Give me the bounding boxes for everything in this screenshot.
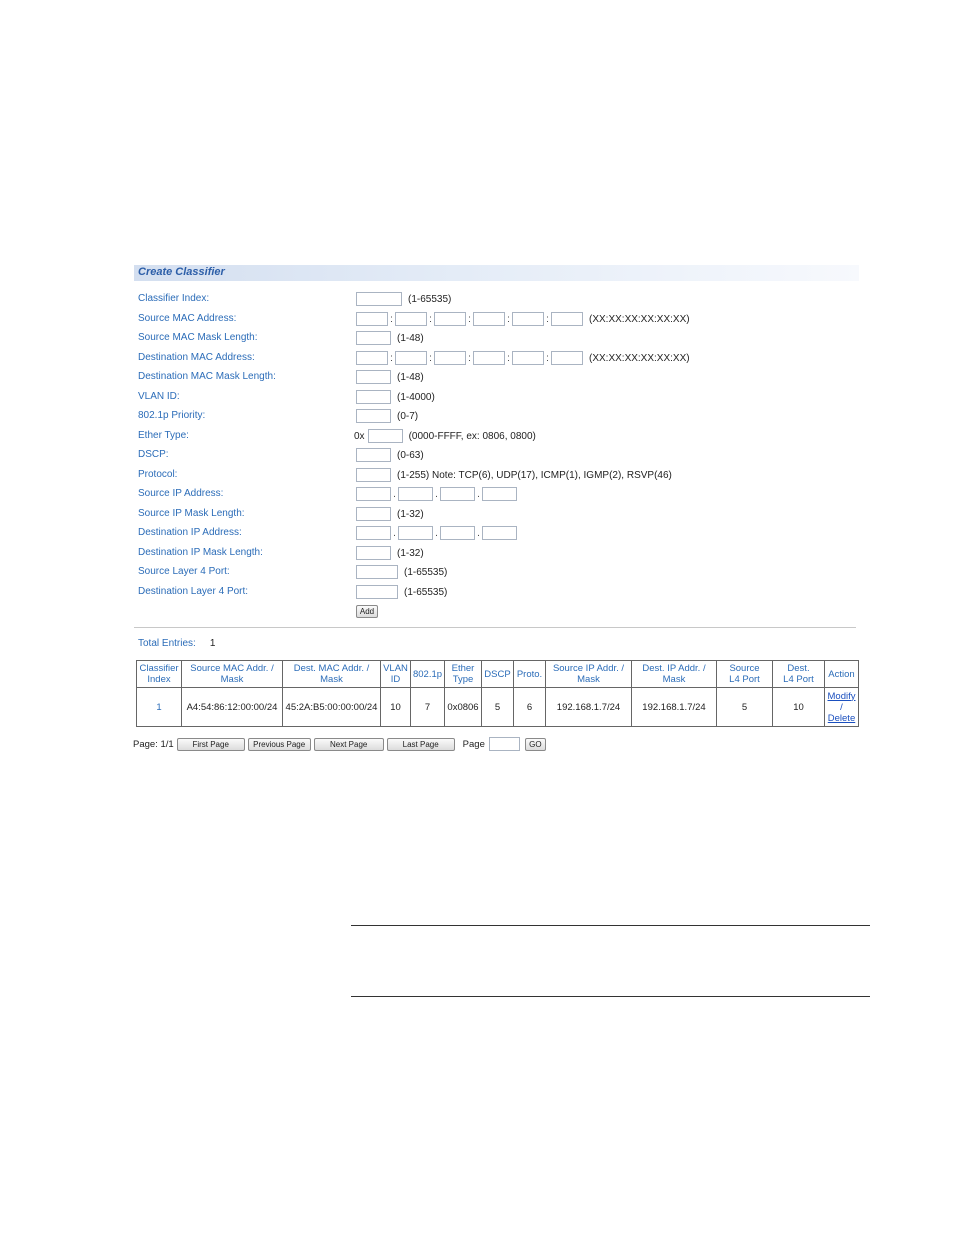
- source-mac-octet-6[interactable]: [551, 312, 583, 326]
- ether-type-row: [138, 428, 858, 444]
- dest-mac-octet-6[interactable]: [551, 351, 583, 365]
- source-l4-port-label: Source Layer 4 Port:: [138, 566, 230, 577]
- dest-l4-port-hint: (1-65535): [404, 586, 448, 598]
- col-dest-l4-port: Dest. L4 Port: [773, 661, 825, 688]
- source-mac-mask-input[interactable]: [356, 331, 391, 345]
- dest-mac-octet-2[interactable]: [395, 351, 427, 365]
- ether-type-prefix: 0x: [354, 430, 365, 442]
- dest-mac-octet-3[interactable]: [434, 351, 466, 365]
- source-ip-octet-1[interactable]: [356, 487, 391, 501]
- classifier-index-hint: (1-65535): [408, 293, 452, 305]
- mac-separator: :: [390, 313, 393, 325]
- total-entries-label: Total Entries:: [138, 638, 196, 649]
- dest-ip-octet-3[interactable]: [440, 526, 475, 540]
- dest-mac-mask-row: [138, 369, 858, 385]
- ether-type-input[interactable]: [368, 429, 403, 443]
- vlan-id-input[interactable]: [356, 390, 391, 404]
- last-page-button[interactable]: Last Page: [387, 738, 455, 751]
- page-number-input[interactable]: [489, 737, 520, 751]
- cell-dest-l4: 10: [773, 688, 825, 727]
- cell-dest-mac: 45:2A:B5:00:00:00/24: [283, 688, 381, 727]
- dest-mac-row: [138, 350, 858, 366]
- divider: [134, 627, 856, 628]
- mac-separator: :: [429, 313, 432, 325]
- source-ip-mask-label: Source IP Mask Length:: [138, 508, 245, 519]
- cell-proto: 6: [514, 688, 546, 727]
- source-l4-port-input[interactable]: [356, 565, 398, 579]
- source-ip-mask-row: [138, 506, 858, 522]
- col-dest-ip: Dest. IP Addr. / Mask: [632, 661, 717, 688]
- mac-separator: :: [468, 352, 471, 364]
- col-dest-mac: Dest. MAC Addr. / Mask: [283, 661, 381, 688]
- dscp-hint: (0-63): [397, 449, 424, 461]
- mac-separator: :: [507, 313, 510, 325]
- mac-separator: :: [468, 313, 471, 325]
- col-vlan-id: VLAN ID: [381, 661, 411, 688]
- total-entries: [138, 638, 215, 649]
- source-mac-octet-3[interactable]: [434, 312, 466, 326]
- dscp-input[interactable]: [356, 448, 391, 462]
- col-proto: Proto.: [514, 661, 546, 688]
- dest-l4-port-input[interactable]: [356, 585, 398, 599]
- col-source-ip: Source IP Addr. / Mask: [546, 661, 632, 688]
- cell-source-l4: 5: [717, 688, 773, 727]
- dest-mac-octet-4[interactable]: [473, 351, 505, 365]
- section-title: Create Classifier: [138, 266, 225, 278]
- source-ip-mask-input[interactable]: [356, 507, 391, 521]
- priority-input[interactable]: [356, 409, 391, 423]
- dest-mac-mask-hint: (1-48): [397, 371, 424, 383]
- col-source-l4-port: Source L4 Port: [717, 661, 773, 688]
- ip-separator: .: [435, 488, 438, 500]
- ip-separator: .: [393, 527, 396, 539]
- dest-mac-mask-label: Destination MAC Mask Length:: [138, 371, 276, 382]
- cell-ether-type: 0x0806: [445, 688, 482, 727]
- mac-separator: :: [546, 313, 549, 325]
- cell-source-ip: 192.168.1.7/24: [546, 688, 632, 727]
- source-mac-octet-2[interactable]: [395, 312, 427, 326]
- mac-separator: :: [546, 352, 549, 364]
- dest-mac-hint: (XX:XX:XX:XX:XX:XX): [589, 352, 690, 364]
- dest-ip-mask-label: Destination IP Mask Length:: [138, 547, 263, 558]
- table-row: [137, 688, 859, 727]
- cell-dscp: 5: [482, 688, 514, 727]
- ip-separator: .: [435, 527, 438, 539]
- vlan-id-row: [138, 389, 858, 405]
- classifier-index-row: [138, 291, 858, 307]
- go-button[interactable]: GO: [525, 738, 546, 751]
- priority-hint: (0-7): [397, 410, 419, 422]
- source-mac-octet-1[interactable]: [356, 312, 388, 326]
- source-mac-label: Source MAC Address:: [138, 313, 237, 324]
- dest-ip-mask-hint: (1-32): [397, 547, 424, 559]
- ether-type-hint: (0000-FFFF, ex: 0806, 0800): [408, 430, 536, 442]
- source-ip-octet-4[interactable]: [482, 487, 517, 501]
- col-source-mac: Source MAC Addr. / Mask: [182, 661, 283, 688]
- ip-separator: .: [477, 527, 480, 539]
- col-ether-type: Ether Type: [445, 661, 482, 688]
- source-mac-mask-hint: (1-48): [397, 332, 424, 344]
- cell-action: [825, 688, 859, 727]
- dest-ip-mask-row: [138, 545, 858, 561]
- dest-l4-port-row: [138, 584, 858, 600]
- page-label: Page: [462, 738, 485, 750]
- total-entries-value: 1: [209, 638, 216, 649]
- classifier-index-label: Classifier Index:: [138, 293, 210, 304]
- dest-ip-octet-2[interactable]: [398, 526, 433, 540]
- delete-link[interactable]: Delete: [827, 712, 856, 724]
- col-classifier-index: Classifier Index: [137, 661, 182, 688]
- source-mac-row: [138, 311, 858, 327]
- table-header-row: [137, 661, 859, 688]
- source-ip-mask-hint: (1-32): [397, 508, 424, 520]
- mac-separator: :: [429, 352, 432, 364]
- priority-label: 802.1p Priority:: [138, 410, 206, 421]
- col-action: Action: [825, 661, 859, 688]
- protocol-row: [138, 467, 858, 483]
- page-info: Page: 1/1: [133, 738, 174, 750]
- cell-source-mac: A4:54:86:12:00:00/24: [182, 688, 283, 727]
- previous-page-button[interactable]: Previous Page: [248, 738, 311, 751]
- dest-ip-row: [138, 525, 858, 541]
- source-mac-octet-4[interactable]: [473, 312, 505, 326]
- dest-mac-mask-input[interactable]: [356, 370, 391, 384]
- cell-index: 1: [137, 688, 182, 727]
- ether-type-label: Ether Type:: [138, 430, 189, 441]
- source-mac-hint: (XX:XX:XX:XX:XX:XX): [589, 313, 690, 325]
- pagination-bar: [133, 737, 546, 751]
- dest-ip-octet-1[interactable]: [356, 526, 391, 540]
- source-ip-octet-3[interactable]: [440, 487, 475, 501]
- add-row: [138, 603, 858, 619]
- ip-separator: .: [477, 488, 480, 500]
- modify-link[interactable]: Modify: [827, 690, 856, 702]
- dest-ip-mask-input[interactable]: [356, 546, 391, 560]
- source-l4-port-hint: (1-65535): [404, 566, 448, 578]
- dest-mac-label: Destination MAC Address:: [138, 352, 255, 363]
- classifier-index-input[interactable]: [356, 292, 402, 306]
- source-mac-octet-5[interactable]: [512, 312, 544, 326]
- dscp-label: DSCP:: [138, 449, 169, 460]
- cell-8021p: 7: [411, 688, 445, 727]
- add-button[interactable]: Add: [356, 605, 378, 618]
- dest-ip-octet-4[interactable]: [482, 526, 517, 540]
- next-page-button[interactable]: Next Page: [314, 738, 384, 751]
- vlan-id-hint: (1-4000): [397, 391, 435, 403]
- cell-vlan: 10: [381, 688, 411, 727]
- classifier-table: [136, 660, 859, 727]
- col-8021p: 802.1p: [411, 661, 445, 688]
- dest-l4-port-label: Destination Layer 4 Port:: [138, 586, 249, 597]
- dest-ip-label: Destination IP Address:: [138, 527, 242, 538]
- horizontal-rule: [351, 925, 870, 926]
- source-mac-mask-label: Source MAC Mask Length:: [138, 332, 258, 343]
- col-dscp: DSCP: [482, 661, 514, 688]
- protocol-input[interactable]: [356, 468, 391, 482]
- action-separator: /: [840, 701, 843, 713]
- dest-mac-octet-1[interactable]: [356, 351, 388, 365]
- mac-separator: :: [507, 352, 510, 364]
- source-l4-port-row: [138, 564, 858, 580]
- source-mac-mask-row: [138, 330, 858, 346]
- cell-dest-ip: 192.168.1.7/24: [632, 688, 717, 727]
- ip-separator: .: [393, 488, 396, 500]
- source-ip-octet-2[interactable]: [398, 487, 433, 501]
- source-ip-label: Source IP Address:: [138, 488, 224, 499]
- dest-mac-octet-5[interactable]: [512, 351, 544, 365]
- vlan-id-label: VLAN ID:: [138, 391, 180, 402]
- mac-separator: :: [390, 352, 393, 364]
- horizontal-rule: [351, 996, 870, 997]
- protocol-label: Protocol:: [138, 469, 178, 480]
- priority-row: [138, 408, 858, 424]
- dscp-row: [138, 447, 858, 463]
- protocol-hint: (1-255) Note: TCP(6), UDP(17), ICMP(1), IGMP(2), RSVP(46): [397, 469, 672, 481]
- create-classifier-header: [134, 265, 859, 281]
- source-ip-row: [138, 486, 858, 502]
- first-page-button[interactable]: First Page: [177, 738, 245, 751]
